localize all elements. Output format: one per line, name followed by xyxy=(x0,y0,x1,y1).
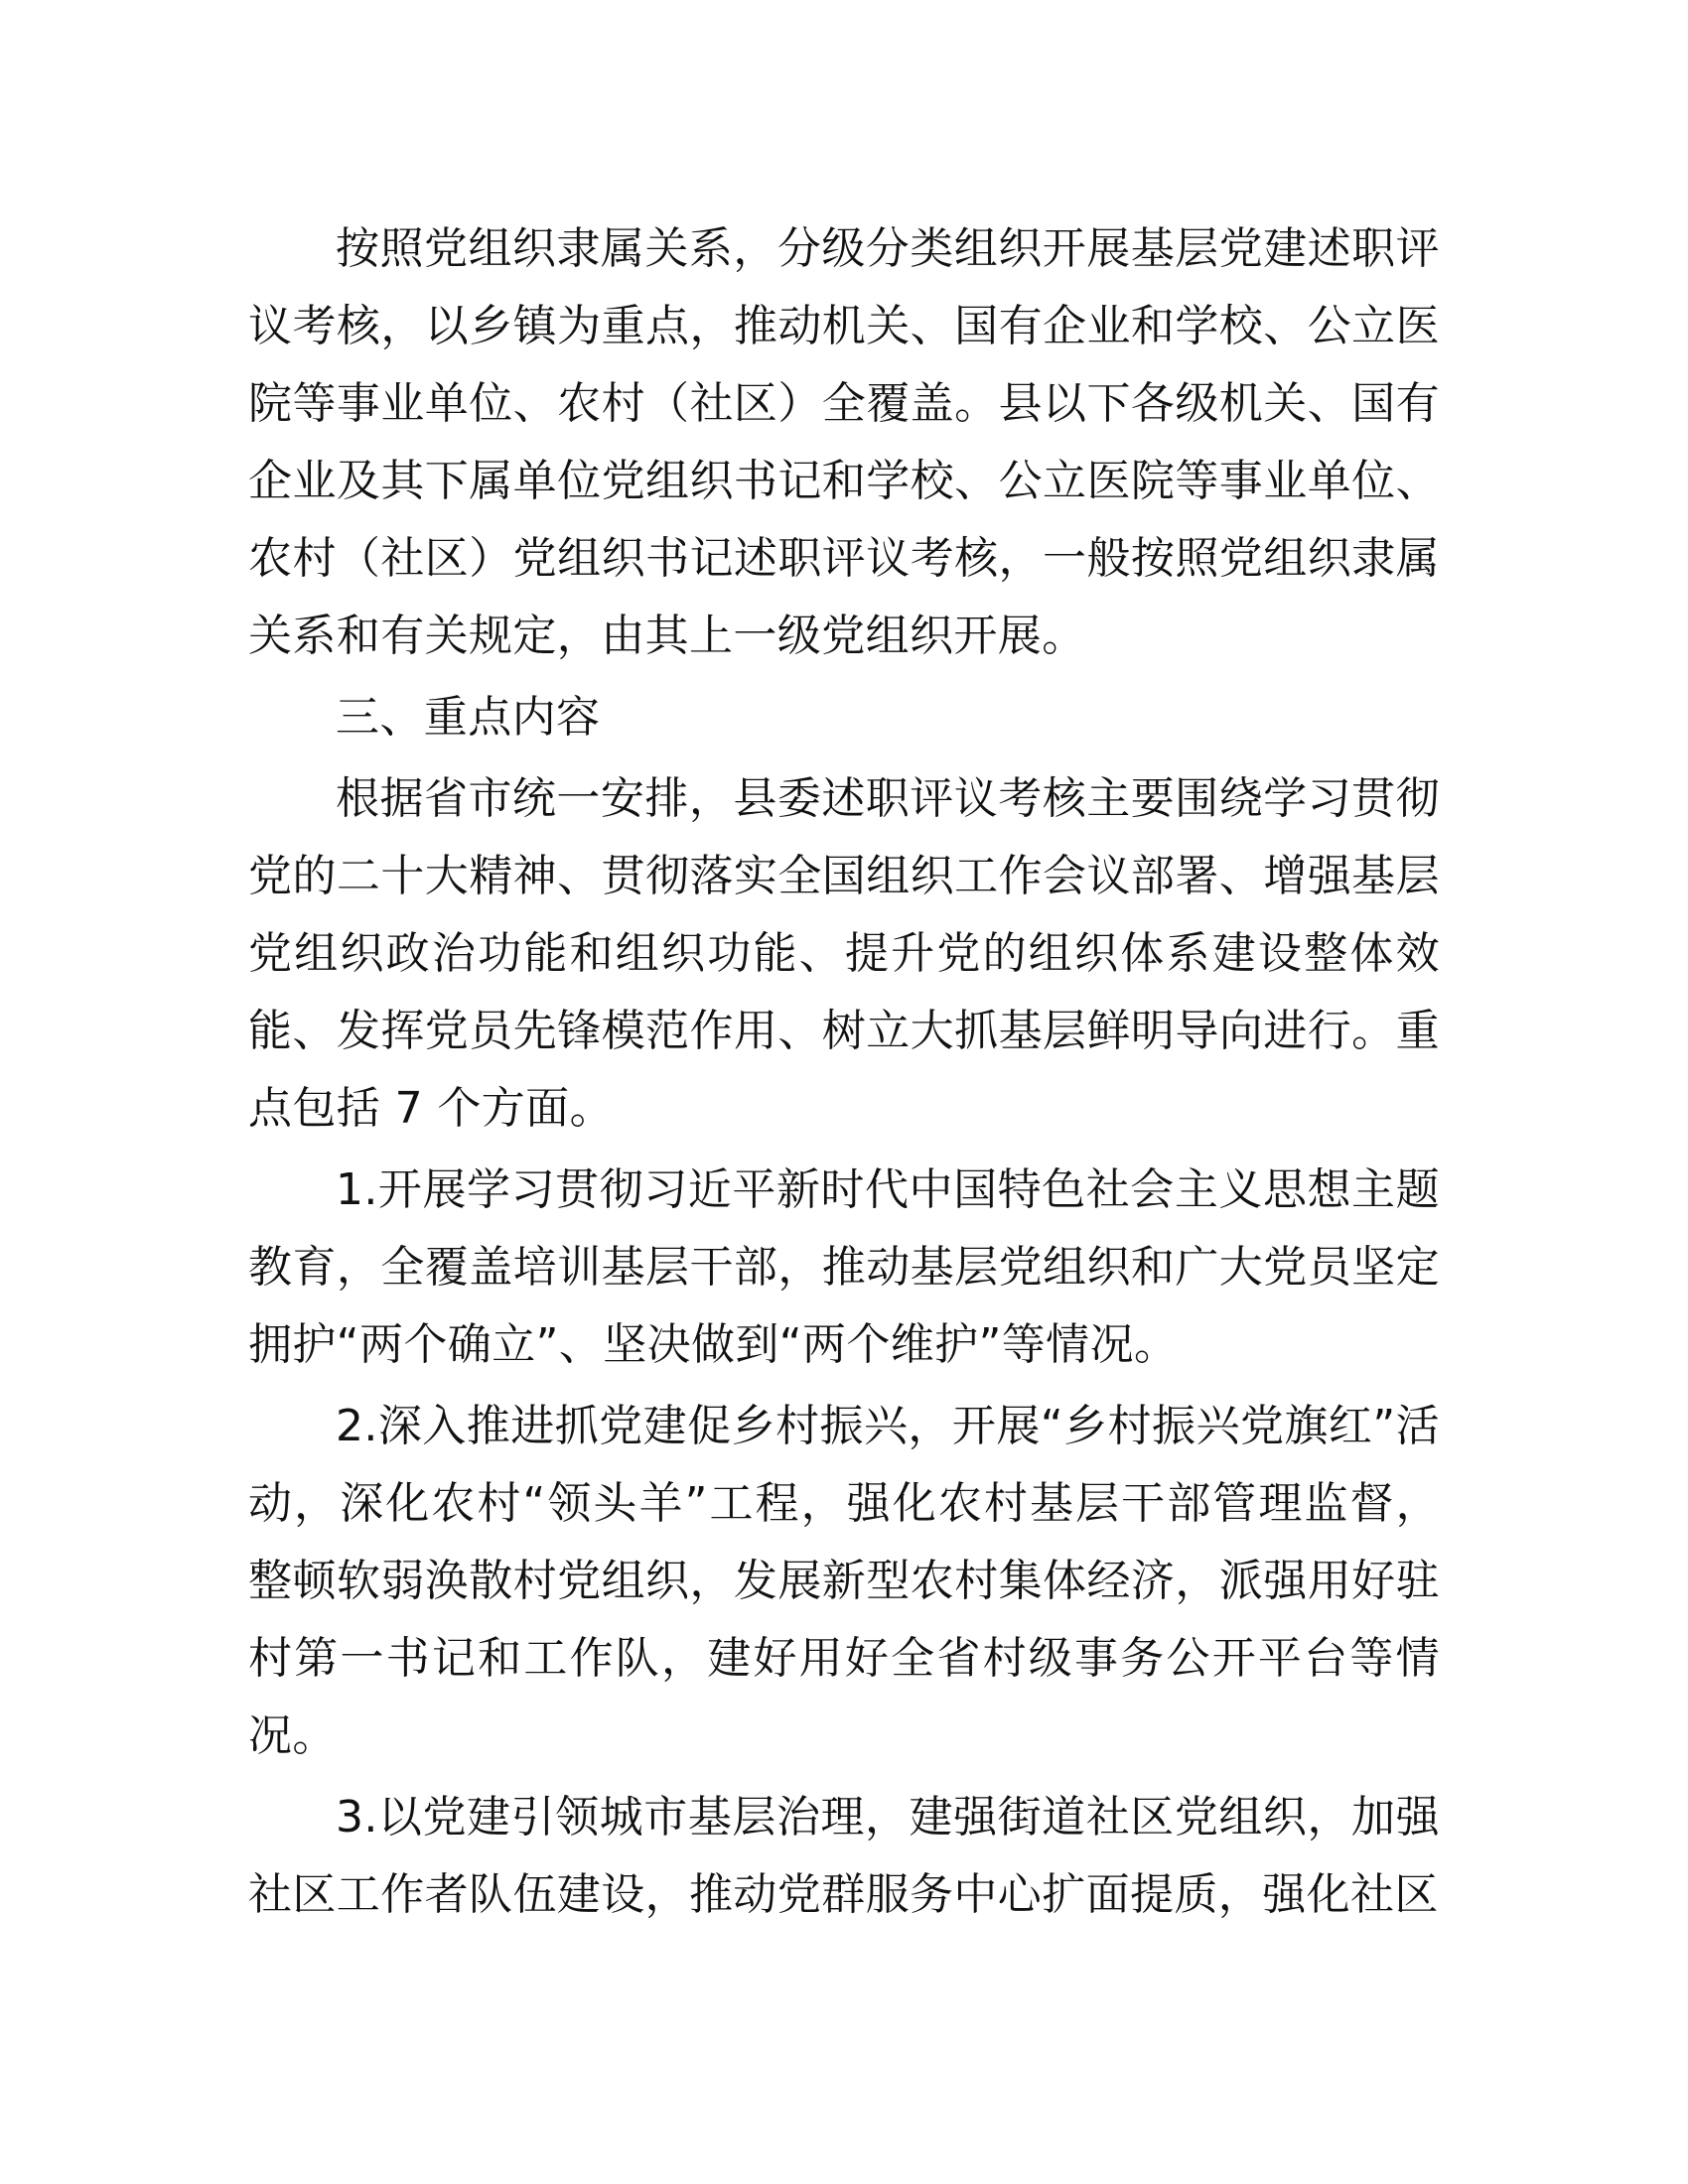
section-heading-key-content: 三、重点内容 xyxy=(336,692,601,743)
paragraph-key-content-intro: 根据省市统一安排，县委述职评议考核主要围绕学习贯彻党的二十大精神、贯彻落实全国组织工作会议部署、增强基层党组织政治功能和组织功能、提升党的组织体系建设整体效能、发挥党员先锋模范作用、树立大抓基层鲜明导向进行。重点包括 7 个方面。 xyxy=(248,773,1440,1134)
list-item-2: 2.深入推进抓党建促乡村振兴，开展“乡村振兴党旗红”活动，深化农村“领头羊”工程，强化农村基层干部管理监督，整顿软弱涣散村党组织，发展新型农村集体经济，派强用好驻村第一书记和工作队，建好用好全省村级事务公开平台等情况。 xyxy=(248,1401,1440,1761)
document-body xyxy=(248,210,1440,1938)
list-item-1: 1.开展学习贯彻习近平新时代中国特色社会主义思想主题教育，全覆盖培训基层干部，推动基层党组织和广大党员坚定拥护“两个确立”、坚决做到“两个维护”等情况。 xyxy=(248,1164,1440,1370)
list-item-3: 3.以党建引领城市基层治理，建强街道社区党组织，加强社区工作者队伍建设，推动党群服务中心扩面提质，强化社区 xyxy=(248,1792,1440,1920)
paragraph-assessment-scope: 按照党组织隶属关系，分级分类组织开展基层党建述职评议考核，以乡镇为重点，推动机关、国有企业和学校、公立医院等事业单位、农村（社区）全覆盖。县以下各级机关、国有企业及其下属单位党组织书记和学校、公立医院等事业单位、农村（社区）党组织书记述职评议考核，一般按照党组织隶属关系和有关规定，由其上一级党组织开展。 xyxy=(248,223,1440,661)
